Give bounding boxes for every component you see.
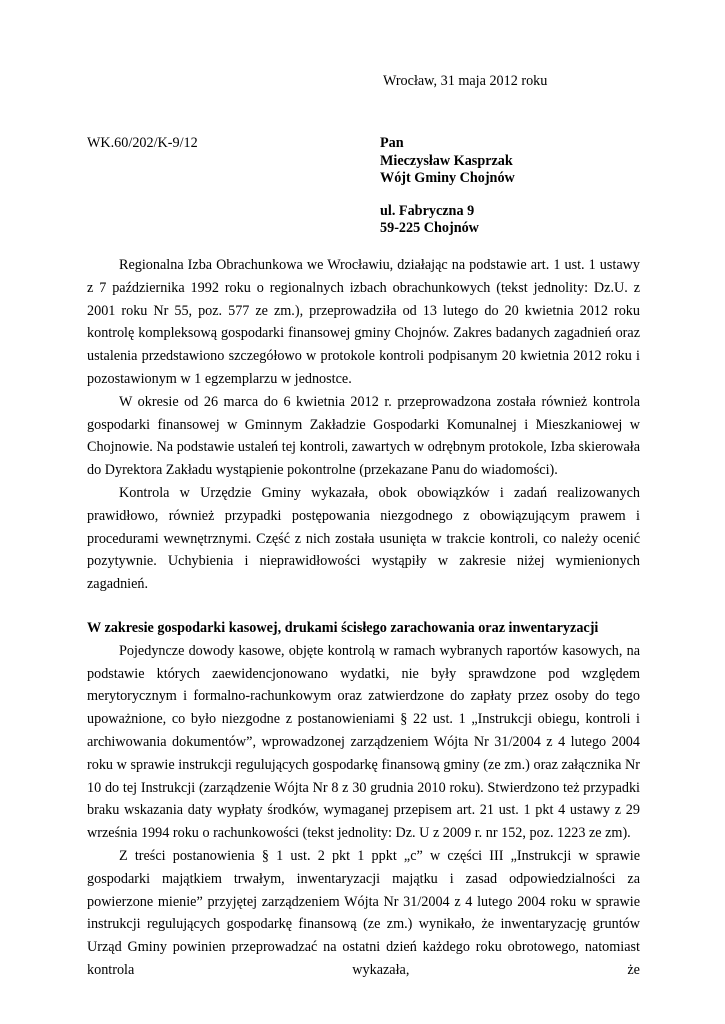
letter-date: Wrocław, 31 maja 2012 roku [383, 73, 548, 89]
body-paragraph-1: Regionalna Izba Obrachunkowa we Wrocławiu, działając na podstawie art. 1 ust. 1 ustawy z 7 października 1992 roku o regionalnych izbach obrachunkowych (tekst jednolity: Dz.U. z 2001 roku Nr 55, poz. 577 ze zm.), przeprowadziła od 13 lutego do 20 kwietnia 2012 roku kontrolę kompleksową gospodarki finansowej gminy Chojnów. Zakres badanych zagadnień oraz ustalenia przedstawiono szczegółowo w protokole kontroli podpisanym 20 kwietnia 2012 roku i pozostawionym w 1 egzemplarzu w jednostce. [87, 257, 640, 387]
addressee-block [380, 135, 515, 238]
body-paragraph-4: Pojedyncze dowody kasowe, objęte kontrolą w ramach wybranych raportów kasowych, na podstawie których zaewidencjonowano wydatki, nie były sprawdzone pod względem merytorycznym i formalno-rachunkowym oraz zatwierdzone do zapłaty przez osoby do tego upoważnione, co było niezgodne z postanowieniami § 22 ust. 1 „Instrukcji obiegu, kontroli i archiwowania dokumentów”, wprowadzonej zarządzeniem Wójta Nr 31/2004 z 4 lutego 2004 roku w sprawie instrukcji regulujących gospodarkę finansową gminy (ze zm.) oraz załącznika Nr 10 do tej Instrukcji (zarządzenie Wójta Nr 8 z 30 grudnia 2010 roku). Stwierdzono też przypadki braku wskazania daty wypłaty środków, wymaganej przepisem art. 21 ust. 1 pkt 4 ustawy z 29 września 1994 roku o rachunkowości (tekst jednolity: Dz. U z 2009 r. nr 152, poz. 1223 ze zm). [87, 642, 640, 842]
addressee-name: Mieczysław Kasprzak [380, 152, 513, 169]
section-heading: W zakresie gospodarki kasowej, drukami ścisłego zarachowania oraz inwentaryzacji [87, 619, 599, 636]
body-paragraph-5: Z treści postanowienia § 1 ust. 2 pkt 1 ppkt „c” w części III „Instrukcji w sprawie gospodarki majątkiem trwałym, inwentaryzacji majątku i zasad odpowiedzialności za powierzone mienie” przyjętej zarządzeniem Wójta Nr 31/2004 z 4 lutego 2004 roku w sprawie instrukcji regulujących gospodarkę finansową (ze zm.) wynikało, że inwentaryzację gruntów Urząd Gminy powinien przeprowadzać na ostatni dzień każdego roku obrotowego, natomiast kontrola wykazała, że [87, 847, 640, 978]
addressee-position: Wójt Gminy Chojnów [380, 170, 515, 186]
letter-body [87, 254, 640, 982]
addressee-salutation: Pan [380, 135, 404, 151]
addressee-city: 59-225 Chojnów [380, 220, 479, 236]
body-paragraph-3: Kontrola w Urzędzie Gminy wykazała, obok obowiązków i zadań realizowanych prawidłowo, również przypadki postępowania niezgodnego z obowiązującym prawem i procedurami wewnętrznymi. Część z nich została usunięta w trakcie kontroli, co należy ocenić pozytywnie. Uchybienia i nieprawidłowości wystąpiły w zakresie niżej wymienionych zagadnień. [87, 484, 640, 593]
addressee-spacer [380, 188, 515, 203]
body-paragraph-2: W okresie od 26 marca do 6 kwietnia 2012 r. przeprowadzona została również kontrola gospodarki finansowej w Gminnym Zakładzie Gospodarki Komunalnej i Mieszkaniowej w Chojnowie. Na podstawie ustaleń tej kontroli, zawartych w odrębnym protokole, Izba skierowała do Dyrektora Zakładu wystąpienie pokontrolne (przekazane Panu do wiadomości). [87, 393, 640, 479]
addressee-street: ul. Fabryczna 9 [380, 202, 475, 219]
reference-number: WK.60/202/K-9/12 [87, 135, 198, 151]
